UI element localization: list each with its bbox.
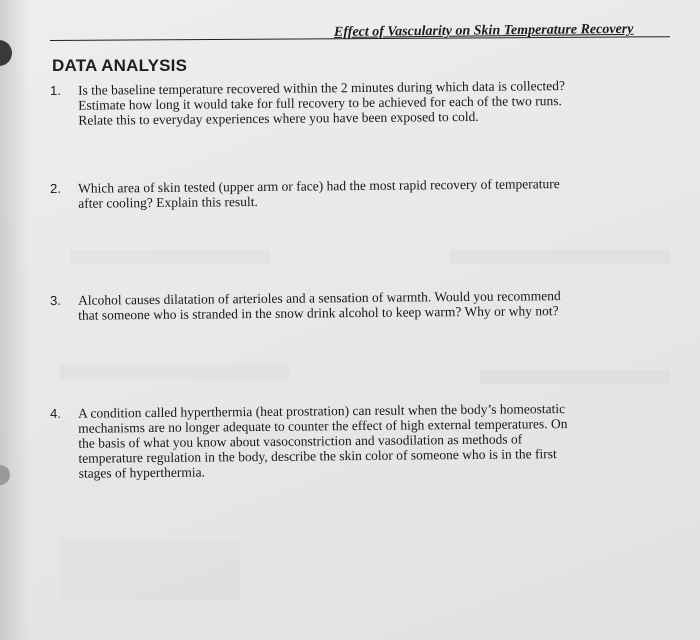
bleed-through-mark [60, 365, 290, 379]
page-header-title: Effect of Vascularity on Skin Temperature Recovery [333, 21, 634, 40]
bleed-through-mark [480, 370, 670, 384]
question-number: 4. [50, 405, 61, 421]
question-line: Alcohol causes dilatation of arterioles and a sensation of warmth. Would you recommend [77, 288, 561, 308]
question-3 [50, 287, 650, 323]
question-line: temperature regulation in the body, describe the skin color of someone who is in the first [78, 446, 557, 466]
question-text [78, 287, 653, 323]
question-number: 2. [50, 180, 61, 196]
question-number: 3. [50, 292, 61, 308]
question-line: Estimate how long it would take for full recovery to be achieved for each of the two runs. [78, 93, 562, 113]
question-number: 1. [50, 82, 61, 98]
question-line: that someone who is stranded in the snow drink alcohol to keep warm? Why or why not? [78, 303, 559, 323]
bleed-through-mark [60, 540, 240, 600]
bleed-through-mark [450, 250, 670, 264]
question-text [78, 77, 653, 128]
section-title: DATA ANALYSIS [52, 56, 188, 75]
question-1 [50, 77, 650, 128]
question-line: Relate this to everyday experiences where you have been exposed to cold. [78, 108, 479, 128]
question-line: stages of hyperthermia. [78, 464, 206, 481]
question-line: Which area of skin tested (upper arm or face) had the most rapid recovery of temperature [77, 176, 560, 196]
question-line: A condition called hyperthermia (heat prostration) can result when the body’s homeostatic [77, 401, 566, 421]
page-edge-shadow [0, 0, 30, 640]
bleed-through-mark [70, 250, 270, 264]
question-line: Is the baseline temperature recovered within the 2 minutes during which data is collected? [77, 78, 566, 98]
question-text [78, 175, 653, 211]
question-line: the basis of what you know about vasoconstriction and vasodilation as methods of [78, 431, 523, 451]
question-line: after cooling? Explain this result. [78, 194, 258, 211]
question-2 [50, 175, 650, 211]
question-text [78, 400, 654, 481]
question-line: mechanisms are no longer adequate to counter the effect of high external temperatures. On [78, 416, 568, 436]
question-4 [50, 400, 650, 481]
